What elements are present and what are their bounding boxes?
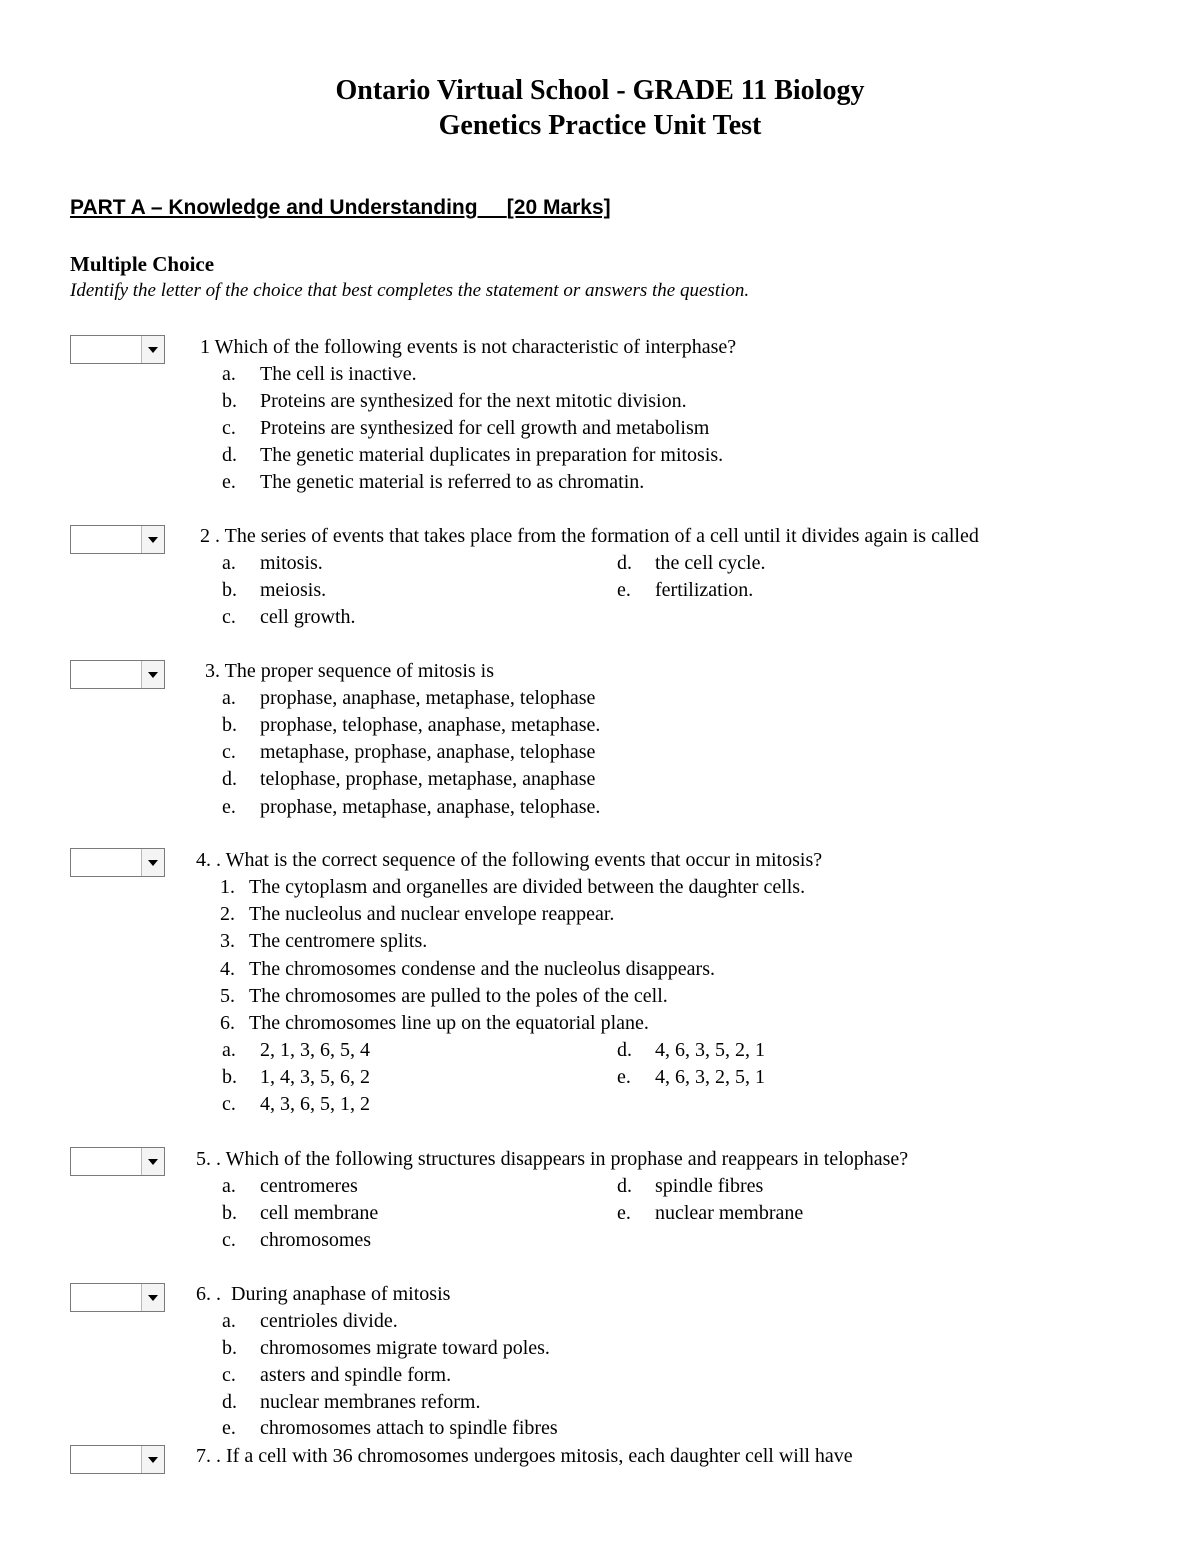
chevron-down-icon[interactable] <box>141 526 164 553</box>
chevron-down-icon[interactable] <box>141 1284 164 1311</box>
q5-option-e <box>617 1200 803 1227</box>
option-letter: b. <box>222 1337 237 1359</box>
title-line-2: Genetics Practice Unit Test <box>438 110 762 141</box>
option-letter: b. <box>222 579 237 601</box>
option-text: The genetic material is referred to as chromatin. <box>260 471 645 493</box>
option-text: the cell cycle. <box>655 552 766 574</box>
q4-event-5 <box>220 983 668 1010</box>
answer-select-q3[interactable] <box>70 660 165 689</box>
q2-option-e <box>617 577 753 604</box>
option-text: prophase, anaphase, metaphase, telophase <box>260 687 596 709</box>
option-text: cell membrane <box>260 1202 379 1224</box>
option-letter: e. <box>222 1417 236 1439</box>
q4-option-b <box>222 1064 370 1091</box>
event-number: 2. <box>220 903 235 925</box>
option-letter: a. <box>222 1039 236 1061</box>
event-number: 4. <box>220 958 235 980</box>
option-text: meiosis. <box>260 579 327 601</box>
option-letter: d. <box>222 444 237 466</box>
q5-option-d <box>617 1173 763 1200</box>
option-letter: e. <box>222 471 236 493</box>
event-number: 1. <box>220 876 235 898</box>
option-letter: b. <box>222 1066 237 1088</box>
q2-option-c <box>222 604 356 631</box>
option-letter: c. <box>222 1229 236 1251</box>
q6-option-a <box>222 1308 398 1335</box>
event-text: The cytoplasm and organelles are divided between the daughter cells. <box>249 876 806 898</box>
option-letter: d. <box>222 1391 237 1413</box>
option-text: asters and spindle form. <box>260 1364 452 1386</box>
q6-option-e <box>222 1415 558 1442</box>
option-text: nuclear membranes reform. <box>260 1391 481 1413</box>
answer-select-q6[interactable] <box>70 1283 165 1312</box>
event-number: 3. <box>220 930 235 952</box>
option-letter: c. <box>222 417 236 439</box>
option-text: telophase, prophase, metaphase, anaphase <box>260 768 596 790</box>
q5-option-a <box>222 1173 358 1200</box>
part-a-marks: [20 Marks] <box>506 196 611 219</box>
q3-option-a <box>222 685 595 712</box>
option-letter: c. <box>222 1364 236 1386</box>
answer-select-q4[interactable] <box>70 848 165 877</box>
option-text: prophase, telophase, anaphase, metaphase. <box>260 714 601 736</box>
q3-option-d <box>222 766 595 793</box>
option-letter: b. <box>222 714 237 736</box>
title-line-1: Ontario Virtual School - GRADE 11 Biology <box>335 75 865 106</box>
option-letter: e. <box>617 579 631 601</box>
option-letter: e. <box>222 796 236 818</box>
question-2-stem: 2 . The series of events that takes place from the formation of a cell until it divides again is called <box>200 525 979 547</box>
option-letter: a. <box>222 687 236 709</box>
instructions: Identify the letter of the choice that best completes the statement or answers the question. <box>70 280 750 301</box>
event-text: The chromosomes are pulled to the poles of the cell. <box>249 985 668 1007</box>
chevron-down-icon[interactable] <box>141 1446 164 1473</box>
option-letter: e. <box>617 1202 631 1224</box>
chevron-down-icon[interactable] <box>141 661 164 688</box>
multiple-choice-heading: Multiple Choice <box>70 252 215 276</box>
q4-option-d <box>617 1037 765 1064</box>
q5-option-c <box>222 1227 371 1254</box>
question-6-stem: 6. . During anaphase of mitosis <box>196 1283 451 1305</box>
option-text: nuclear membrane <box>655 1202 804 1224</box>
option-text: mitosis. <box>260 552 323 574</box>
option-letter: d. <box>617 1175 632 1197</box>
q6-option-b <box>222 1335 550 1362</box>
q4-option-a <box>222 1037 370 1064</box>
option-text: 2, 1, 3, 6, 5, 4 <box>260 1039 370 1061</box>
option-text: The cell is inactive. <box>260 363 417 385</box>
event-text: The nucleolus and nuclear envelope reappear. <box>249 903 615 925</box>
q3-option-e <box>222 794 600 821</box>
option-letter: c. <box>222 1093 236 1115</box>
option-text: cell growth. <box>260 606 356 628</box>
option-letter: e. <box>617 1066 631 1088</box>
question-1-stem: 1 Which of the following events is not characteristic of interphase? <box>200 336 737 358</box>
option-text: The genetic material duplicates in preparation for mitosis. <box>260 444 724 466</box>
option-text: prophase, metaphase, anaphase, telophase. <box>260 796 601 818</box>
option-letter: a. <box>222 552 236 574</box>
q1-option-d <box>222 442 723 469</box>
event-number: 6. <box>220 1012 235 1034</box>
q4-event-2 <box>220 901 614 928</box>
option-letter: d. <box>617 1039 632 1061</box>
q3-option-c <box>222 739 595 766</box>
q4-event-6 <box>220 1010 649 1037</box>
answer-select-q7[interactable] <box>70 1445 165 1474</box>
part-a-heading <box>70 196 611 220</box>
q3-option-b <box>222 712 600 739</box>
option-letter: d. <box>222 768 237 790</box>
q1-option-e <box>222 469 644 496</box>
option-text: fertilization. <box>655 579 754 601</box>
q1-option-b <box>222 388 687 415</box>
option-text: centromeres <box>260 1175 358 1197</box>
q1-option-c <box>222 415 709 442</box>
q1-option-a <box>222 361 417 388</box>
option-text: Proteins are synthesized for cell growth and metabolism <box>260 417 710 439</box>
option-letter: b. <box>222 390 237 412</box>
q4-event-3 <box>220 928 427 955</box>
question-5-stem: 5. . Which of the following structures disappears in prophase and reappears in telophase? <box>196 1148 909 1170</box>
q4-option-c <box>222 1091 370 1118</box>
q6-option-d <box>222 1389 480 1416</box>
q2-option-a <box>222 550 323 577</box>
answer-select-q1[interactable] <box>70 335 165 364</box>
option-letter: c. <box>222 606 236 628</box>
option-text: Proteins are synthesized for the next mitotic division. <box>260 390 687 412</box>
answer-select-q2[interactable] <box>70 525 165 554</box>
q6-option-c <box>222 1362 451 1389</box>
event-text: The chromosomes line up on the equatorial plane. <box>249 1012 649 1034</box>
option-letter: d. <box>617 552 632 574</box>
option-text: spindle fibres <box>655 1175 764 1197</box>
q2-option-d <box>617 550 766 577</box>
chevron-down-icon[interactable] <box>141 1148 164 1175</box>
option-text: metaphase, prophase, anaphase, telophase <box>260 741 596 763</box>
option-letter: a. <box>222 1310 236 1332</box>
question-7-stem: 7. . If a cell with 36 chromosomes undergoes mitosis, each daughter cell will have <box>196 1445 853 1467</box>
chevron-down-icon[interactable] <box>141 336 164 363</box>
event-text: The chromosomes condense and the nucleolus disappears. <box>249 958 715 980</box>
chevron-down-icon[interactable] <box>141 849 164 876</box>
option-letter: c. <box>222 741 236 763</box>
option-text: chromosomes attach to spindle fibres <box>260 1417 558 1439</box>
option-text: 1, 4, 3, 5, 6, 2 <box>260 1066 370 1088</box>
option-text: 4, 6, 3, 2, 5, 1 <box>655 1066 765 1088</box>
q4-option-e <box>617 1064 765 1091</box>
option-letter: b. <box>222 1202 237 1224</box>
q2-option-b <box>222 577 326 604</box>
option-text: chromosomes migrate toward poles. <box>260 1337 550 1359</box>
option-letter: a. <box>222 363 236 385</box>
option-letter: a. <box>222 1175 236 1197</box>
q4-event-1 <box>220 874 805 901</box>
question-3-stem: 3. The proper sequence of mitosis is <box>200 660 495 682</box>
q4-event-4 <box>220 956 715 983</box>
option-text: 4, 3, 6, 5, 1, 2 <box>260 1093 370 1115</box>
option-text: 4, 6, 3, 5, 2, 1 <box>655 1039 765 1061</box>
event-text: The centromere splits. <box>249 930 428 952</box>
option-text: centrioles divide. <box>260 1310 398 1332</box>
event-number: 5. <box>220 985 235 1007</box>
part-a-title: PART A – Knowledge and Understanding <box>70 196 478 219</box>
option-text: chromosomes <box>260 1229 372 1251</box>
answer-select-q5[interactable] <box>70 1147 165 1176</box>
q5-option-b <box>222 1200 378 1227</box>
question-4-stem: 4. . What is the correct sequence of the following events that occur in mitosis? <box>196 849 823 871</box>
